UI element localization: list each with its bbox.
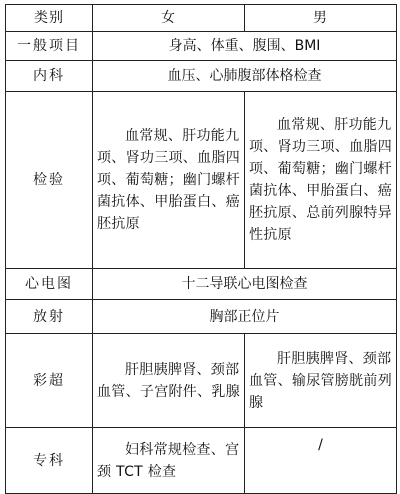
row-label-ultrasound: 彩超 bbox=[6, 334, 93, 428]
row-label-ecg: 心电图 bbox=[6, 269, 93, 300]
row-value-radiology: 胸部正位片 bbox=[93, 300, 397, 334]
row-general bbox=[6, 32, 397, 61]
header-male: 男 bbox=[245, 5, 397, 32]
row-internal bbox=[6, 61, 397, 92]
row-value-ecg: 十二导联心电图检查 bbox=[93, 269, 397, 300]
header-row bbox=[6, 5, 397, 32]
ultrasound-female-text: 肝胆胰脾肾、颈部血管、子宫附件、乳腺 bbox=[97, 361, 240, 400]
header-female: 女 bbox=[93, 5, 245, 32]
row-ecg bbox=[6, 269, 397, 300]
row-label-general: 一般项目 bbox=[6, 32, 93, 61]
row-lab bbox=[6, 92, 397, 269]
exam-table bbox=[5, 4, 397, 494]
specialist-female-text: 妇科常规检查、宫颈 TCT 检查 bbox=[97, 441, 240, 480]
row-female-lab bbox=[93, 92, 245, 269]
row-male-lab bbox=[245, 92, 397, 269]
row-specialist bbox=[6, 428, 397, 494]
row-female-specialist bbox=[93, 428, 245, 494]
row-male-specialist: / bbox=[245, 428, 397, 494]
row-label-internal: 内科 bbox=[6, 61, 93, 92]
row-male-ultrasound bbox=[245, 334, 397, 428]
row-value-internal: 血压、心肺腹部体格检查 bbox=[93, 61, 397, 92]
ultrasound-male-text: 肝胆胰脾肾、颈部血管、输尿管膀胱前列腺 bbox=[249, 350, 392, 411]
header-category: 类别 bbox=[6, 5, 93, 32]
lab-male-text: 血常规、肝功能九项、肾功三项、血脂四项、葡萄糖；幽门螺杆菌抗体、甲胎蛋白、癌胚抗原、总前列腺特异性抗原 bbox=[249, 117, 392, 243]
row-ultrasound bbox=[6, 334, 397, 428]
row-label-specialist: 专科 bbox=[6, 428, 93, 494]
lab-female-text: 血常规、肝功能九项、肾功三项、血脂四项、葡萄糖；幽门螺杆菌抗体、甲胎蛋白、癌胚抗原 bbox=[97, 128, 240, 232]
row-value-general: 身高、体重、腹围、BMI bbox=[93, 32, 397, 61]
row-label-radiology: 放射 bbox=[6, 300, 93, 334]
row-label-lab: 检验 bbox=[6, 92, 93, 269]
row-female-ultrasound bbox=[93, 334, 245, 428]
row-radiology bbox=[6, 300, 397, 334]
